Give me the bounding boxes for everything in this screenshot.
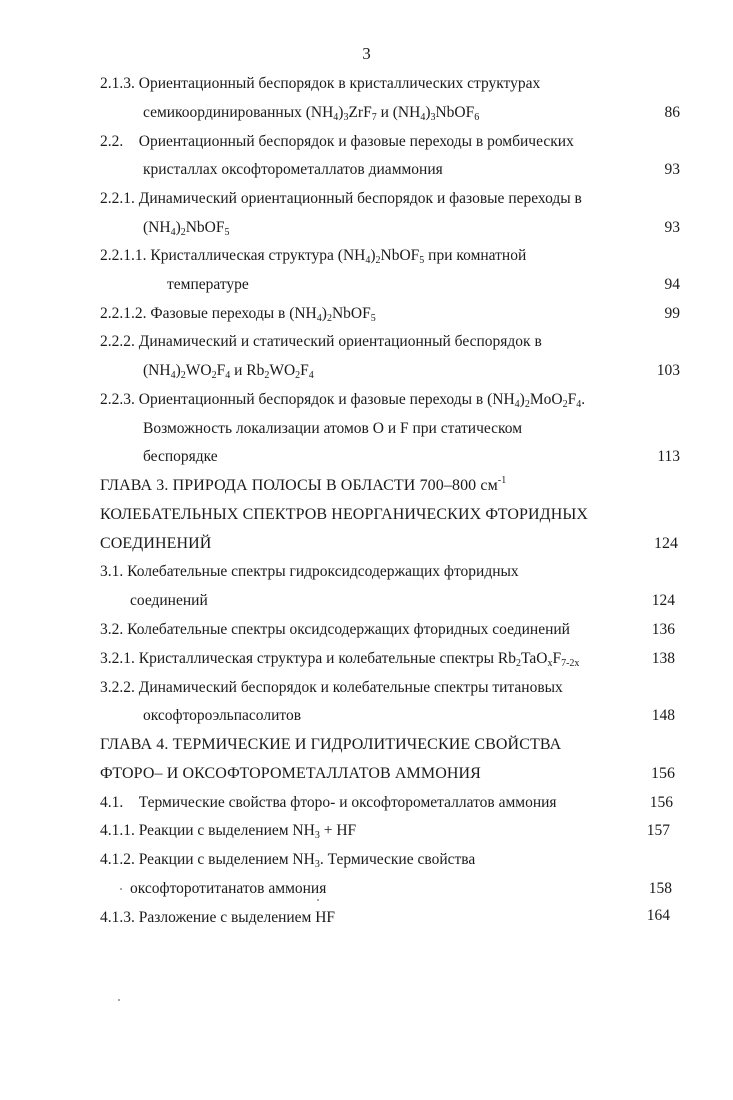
- toc-page-number: 113: [657, 448, 680, 465]
- toc-entry-2-2-3-line1: 2.2.3. Ориентационный беспорядок и фазовые переходы в $(NH_4)_2MoO_2F_4$.: [100, 391, 586, 410]
- toc-page-number: 93: [664, 161, 680, 178]
- toc-chapter-4-line1: ГЛАВА 4. ТЕРМИЧЕСКИЕ И ГИДРОЛИТИЧЕСКИЕ СВОЙСТВА: [100, 736, 562, 753]
- toc-page-number: 136: [651, 621, 675, 638]
- toc-entry-4-1-2-line1: 4.1.2. Реакции с выделением $NH_3$. Термические свойства: [100, 851, 476, 870]
- toc-page-number: 164: [646, 907, 670, 924]
- toc-entry-3-2-2-line2: оксофтороэльпасолитов: [143, 707, 302, 724]
- toc-entry-2-2-1-line1: 2.2.1. Динамический ориентационный беспорядок и фазовые переходы в: [100, 190, 582, 207]
- toc-page-number: 93: [664, 219, 680, 236]
- toc-entry-4-1-1: 4.1.1. Реакции с выделением $NH_3$ + HF: [100, 822, 357, 841]
- toc-entry-2-2-2-line1: 2.2.2. Динамический и статический ориентационный беспорядок в: [100, 333, 542, 350]
- toc-entry-3-2: 3.2. Колебательные спектры оксидсодержащих фторидных соединений: [100, 621, 570, 638]
- toc-entry-2-1-3-line2: семикоординированных $(NH_4)_3ZrF_7$ и $(NH_4)_3NbOF_6$: [143, 104, 480, 123]
- toc-entry-4-1-2-line2: оксофторотитанатов аммония: [130, 880, 327, 897]
- toc-page-number: 156: [649, 794, 673, 811]
- toc-page-number: 86: [664, 104, 680, 121]
- toc-entry-2-2-1-1-line2: температуре: [167, 276, 249, 293]
- page-number: 3: [362, 44, 371, 63]
- toc-entry-2-2-1-2: 2.2.1.2. Фазовые переходы в $(NH_4)_2NbOF_5$: [100, 305, 376, 324]
- toc-entry-3-1-line2: соединений: [130, 592, 208, 609]
- toc-chapter-4-line2: ФТОРО– И ОКСОФТОРОМЕТАЛЛАТОВ АММОНИЯ: [100, 765, 481, 782]
- toc-page-number: 158: [648, 880, 672, 897]
- toc-chapter-3-line2: КОЛЕБАТЕЛЬНЫХ СПЕКТРОВ НЕОРГАНИЧЕСКИХ ФТОРИДНЫХ: [100, 506, 589, 523]
- scan-speck: [118, 999, 120, 1001]
- toc-entry-4-1-3: 4.1.3. Разложение с выделением HF: [100, 909, 336, 926]
- toc-page-number: 103: [656, 362, 680, 379]
- toc-page-number: 157: [646, 822, 670, 839]
- toc-entry-2-2-3-line3: беспорядке: [143, 448, 218, 465]
- scan-speck: [120, 888, 122, 890]
- toc-entry-2-2-3-line2: Возможность локализации атомов O и F при статическом: [143, 420, 523, 437]
- toc-page-number: 94: [664, 276, 680, 293]
- toc-entry-2-2-line2: кристаллах оксофторометаллатов диаммония: [143, 161, 443, 178]
- toc-page-number: 124: [651, 592, 675, 609]
- toc-page-number: 156: [651, 765, 675, 782]
- toc-entry-2-2-1-line2: $(NH_4)_2NbOF_5$: [143, 219, 230, 238]
- toc-page-number: 99: [664, 305, 680, 322]
- toc-entry-3-1-line1: 3.1. Колебательные спектры гидроксидсодержащих фторидных: [100, 563, 519, 580]
- toc-chapter-3-line3: СОЕДИНЕНИЙ: [100, 535, 212, 552]
- toc-entry-2-2-line1: 2.2. Ориентационный беспорядок и фазовые переходы в ромбических: [100, 133, 574, 150]
- toc-page-number: 148: [651, 707, 675, 724]
- toc-entry-2-2-2-line2: $(NH_4)_2WO_2F_4$ и $Rb_2WO_2F_4$: [143, 362, 314, 381]
- toc-page-number: 138: [651, 650, 675, 667]
- scan-speck: [317, 899, 319, 901]
- toc-entry-4-1: 4.1. Термические свойства фторо- и оксофторометаллатов аммония: [100, 794, 557, 811]
- toc-entry-2-2-1-1-line1: 2.2.1.1. Кристаллическая структура $(NH_4)_2NbOF_5$ при комнатной: [100, 247, 527, 266]
- toc-entry-2-1-3-line1: 2.1.3. Ориентационный беспорядок в кристаллических структурах: [100, 75, 541, 92]
- toc-entry-3-2-2-line1: 3.2.2. Динамический беспорядок и колебательные спектры титановых: [100, 679, 563, 696]
- toc-entry-3-2-1: 3.2.1. Кристаллическая структура и колебательные спектры $Rb_2TaO_xF_{7-2x}$: [100, 650, 580, 669]
- toc-chapter-3-line1: ГЛАВА 3. ПРИРОДА ПОЛОСЫ В ОБЛАСТИ 700–800 $см^{-1}$: [100, 475, 507, 494]
- toc-page-number: 124: [654, 535, 678, 552]
